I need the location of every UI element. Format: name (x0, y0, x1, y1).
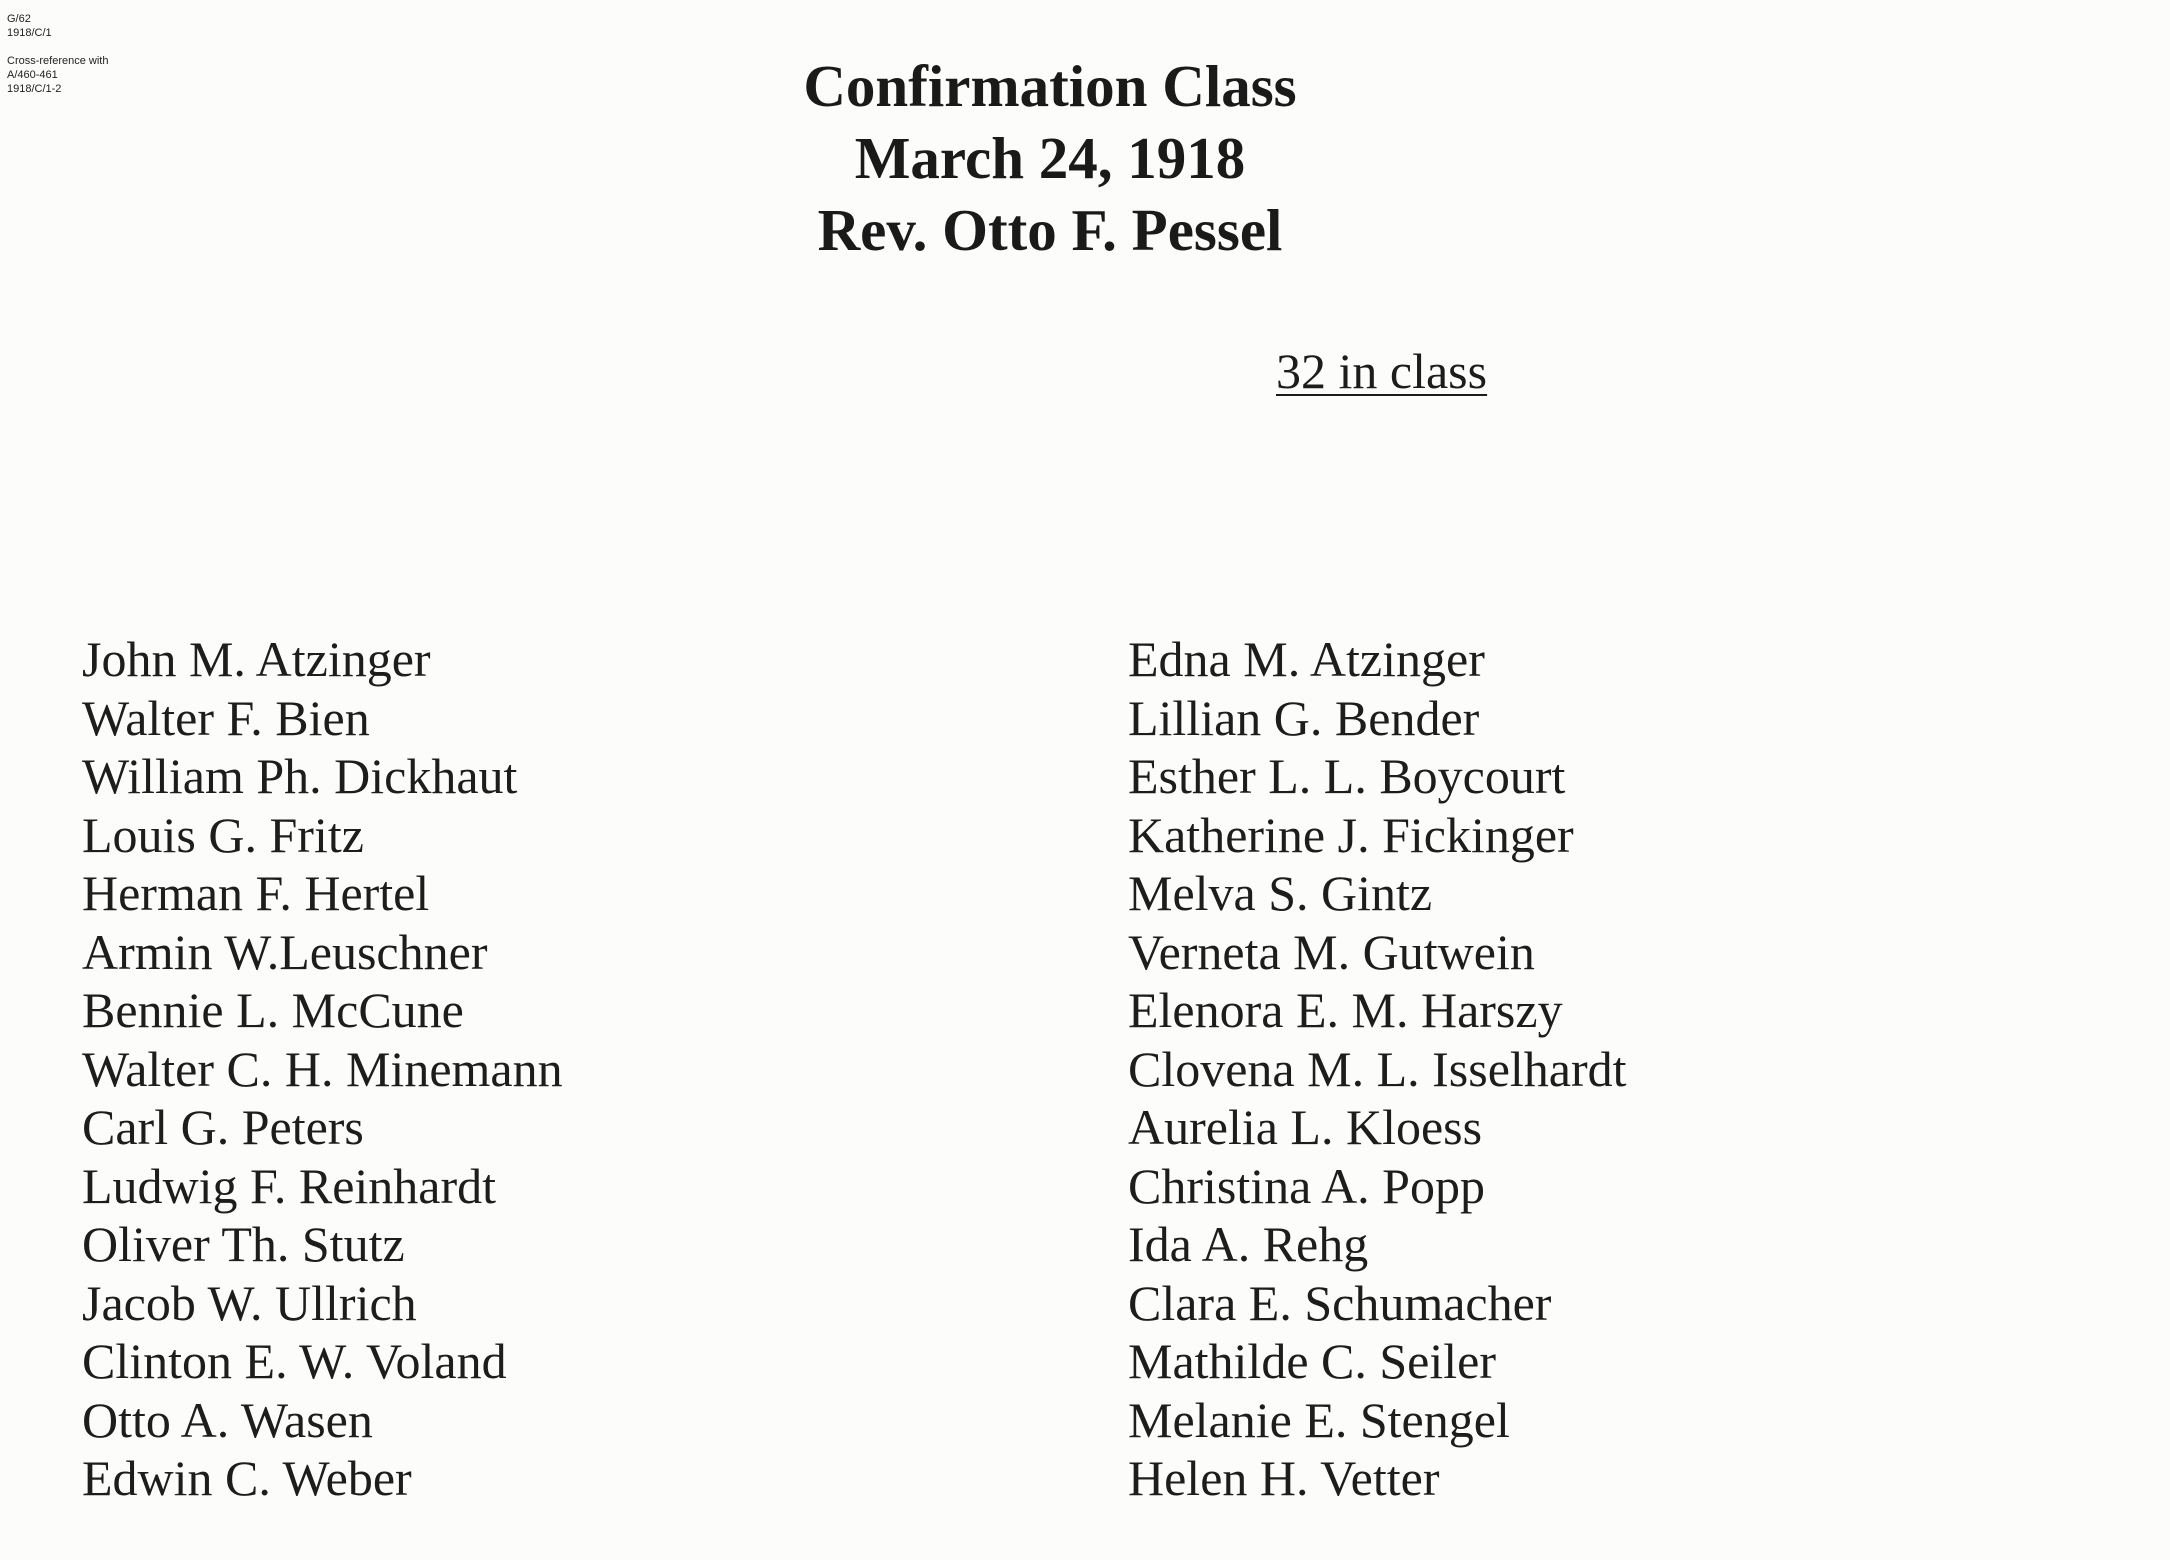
reference-code: 1918/C/1 (7, 27, 52, 39)
name-entry: Clovena M. L. Isselhardt (1128, 1040, 1627, 1097)
right-name-column (1128, 630, 1627, 1508)
cross-reference-code: 1918/C/1-2 (7, 83, 62, 95)
name-entry: Aurelia L. Kloess (1128, 1099, 1483, 1155)
name-entry: Walter F. Bien (82, 689, 370, 746)
name-entry: Walter C. H. Minemann (82, 1040, 563, 1097)
name-entry: John M. Atzinger (82, 631, 431, 687)
name-entry: William Ph. Dickhaut (82, 748, 518, 804)
reference-code: G/62 (7, 13, 31, 25)
reference-notes (7, 12, 108, 96)
name-entry: Armin W.Leuschner (82, 923, 488, 980)
reference-spacer (7, 40, 108, 54)
document-pastor: Rev. Otto F. Pessel (817, 197, 1283, 263)
name-entry: Ida A. Rehg (1128, 1216, 1369, 1272)
name-entry: Esther L. L. Boycourt (1128, 748, 1566, 804)
name-entry: Melanie E. Stengel (1128, 1391, 1510, 1448)
name-entry: Helen H. Vetter (1128, 1450, 1440, 1506)
name-entry: Clinton E. W. Voland (82, 1333, 507, 1389)
name-entry: Louis G. Fritz (82, 806, 364, 863)
name-entry: Herman F. Hertel (82, 865, 430, 921)
name-entry: Oliver Th. Stutz (82, 1216, 405, 1272)
name-entry: Mathilde C. Seiler (1128, 1333, 1496, 1389)
name-entry: Elenora E. M. Harszy (1128, 982, 1563, 1038)
name-entry: Edna M. Atzinger (1128, 631, 1485, 687)
document-date: March 24, 1918 (854, 125, 1246, 191)
name-entry: Lillian G. Bender (1128, 689, 1480, 746)
name-entry: Jacob W. Ullrich (82, 1274, 417, 1331)
document-title: Confirmation Class (803, 53, 1297, 119)
class-count: 32 in class (1276, 343, 1488, 399)
cross-reference-label: Cross-reference with (7, 55, 109, 67)
name-entry: Edwin C. Weber (82, 1450, 412, 1506)
name-entry: Carl G. Peters (82, 1099, 364, 1155)
name-entry: Melva S. Gintz (1128, 865, 1433, 921)
name-entry: Verneta M. Gutwein (1128, 923, 1535, 980)
name-entry: Ludwig F. Reinhardt (82, 1157, 497, 1214)
name-entry: Otto A. Wasen (82, 1391, 373, 1448)
name-entry: Christina A. Popp (1128, 1157, 1485, 1214)
name-entry: Clara E. Schumacher (1128, 1274, 1552, 1331)
document-header (600, 50, 1500, 266)
name-entry: Bennie L. McCune (82, 982, 464, 1038)
name-entry: Katherine J. Fickinger (1128, 806, 1574, 863)
cross-reference-code: A/460-461 (7, 69, 58, 81)
left-name-column (82, 630, 563, 1508)
